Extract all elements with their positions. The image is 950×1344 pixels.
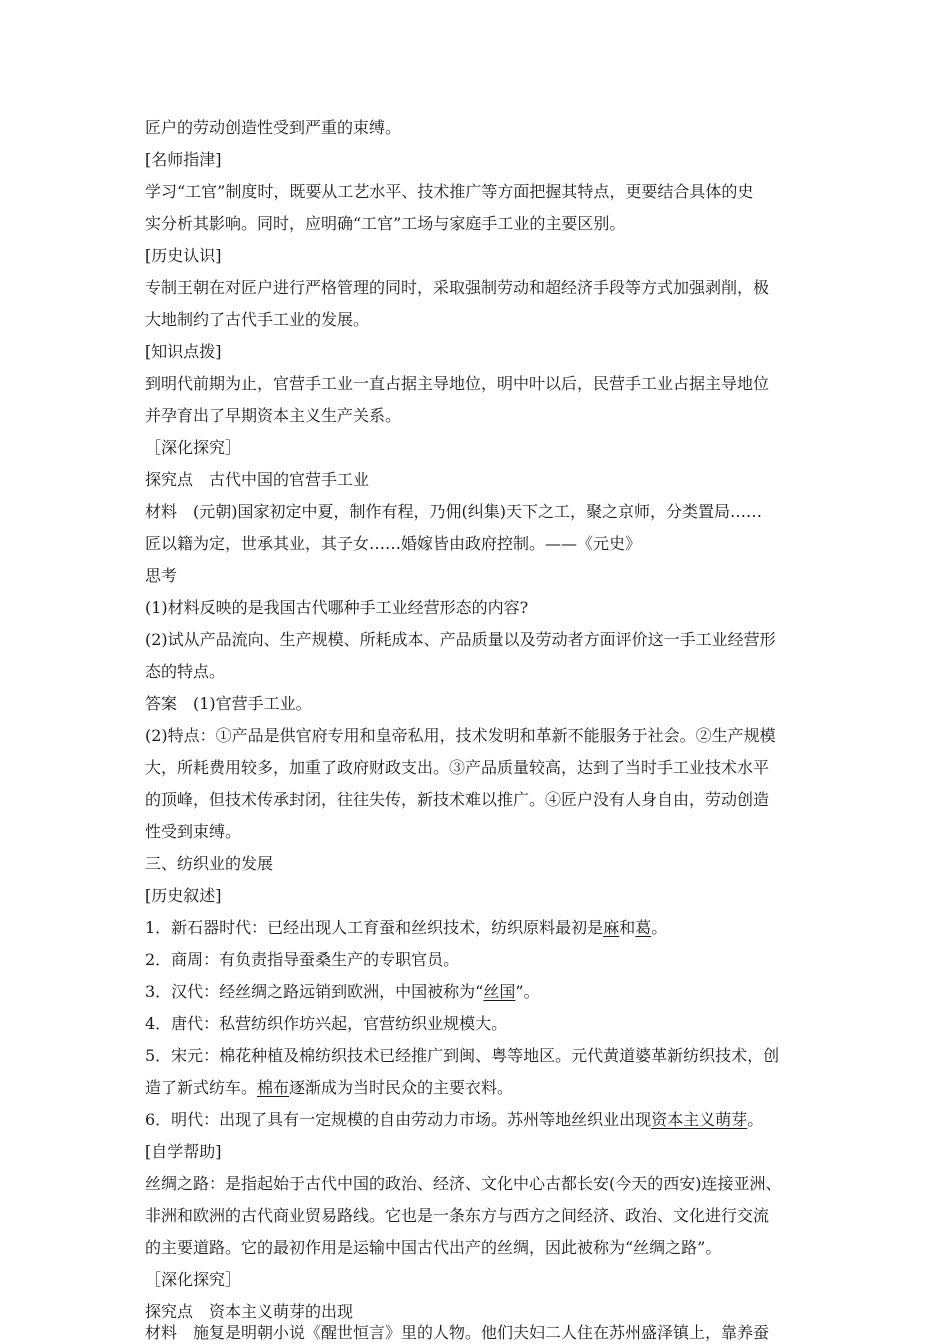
subheading: 探究点 古代中国的官营手工业 bbox=[145, 470, 370, 489]
text-line: 的主要道路。它的最初作用是运输中国古代出产的丝绸，因此被称为“丝绸之路”。 bbox=[145, 1238, 722, 1257]
list-item-text: 造了新式纺车。 bbox=[145, 1078, 258, 1097]
list-item bbox=[145, 917, 825, 939]
section-heading: ［深化探究］ bbox=[145, 438, 242, 457]
section-title: 三、纺织业的发展 bbox=[145, 854, 274, 873]
subheading: 探究点 资本主义萌芽的出现 bbox=[145, 1302, 354, 1321]
list-item-text: 1．新石器时代：已经出现人工育蚕和丝织技术，纺织原料最初是 bbox=[145, 918, 604, 937]
section-heading: [历史认识] bbox=[145, 246, 222, 265]
list-item-text: 和 bbox=[619, 918, 636, 937]
section-heading: [知识点拨] bbox=[145, 342, 222, 361]
text-line bbox=[145, 1077, 825, 1099]
text-line: 材料 施复是明朝小说《醒世恒言》里的人物。他们夫妇二人住在苏州盛泽镇上，靠养蚕 bbox=[145, 1323, 770, 1342]
question-line: (1)材料反映的是我国古代哪种手工业经营形态的内容? bbox=[145, 598, 529, 617]
list-item-text: 。 bbox=[747, 1110, 764, 1129]
section-heading: [名师指津] bbox=[145, 150, 222, 169]
underlined-term: 麻 bbox=[603, 918, 620, 937]
list-item-text: ”。 bbox=[515, 982, 540, 1001]
text-line: 丝绸之路：是指起始于古代中国的政治、经济、文化中心古都长安(今天的西安)连接亚洲、 bbox=[145, 1174, 782, 1193]
underlined-term: 棉布 bbox=[257, 1078, 290, 1097]
text-line: 专制王朝在对匠户进行严格管理的同时，采取强制劳动和超经济手段等方式加强剥削，极 bbox=[145, 278, 770, 297]
text-line: 态的特点。 bbox=[145, 662, 226, 681]
list-item-text: 逐渐成为当时民众的主要衣料。 bbox=[289, 1078, 514, 1097]
list-item-text: 6．明代：出现了具有一定规模的自由劳动力市场。苏州等地丝织业出现 bbox=[145, 1110, 652, 1129]
section-heading: ［深化探究］ bbox=[145, 1270, 242, 1289]
list-item: 2．商周：有负责指导蚕桑生产的专职官员。 bbox=[145, 950, 460, 969]
text-line: 材料 (元朝)国家初定中夏，制作有程，乃佣(纠集)天下之工，聚之京师，分类置局…… bbox=[145, 502, 762, 521]
question-line: (2)试从产品流向、生产规模、所耗成本、产品质量以及劳动者方面评价这一手工业经营形 bbox=[145, 630, 776, 649]
text-line: 大，所耗费用较多，加重了政府财政支出。③产品质量较高，达到了当时手工业技术水平 bbox=[145, 758, 770, 777]
text-line: 大地制约了古代手工业的发展。 bbox=[145, 310, 370, 329]
section-heading: [历史叙述] bbox=[145, 886, 222, 905]
underlined-term: 葛 bbox=[635, 918, 652, 937]
list-item: 4．唐代：私营纺织作坊兴起，官营纺织业规模大。 bbox=[145, 1014, 508, 1033]
text-line: 实分析其影响。同时，应明确“工官”工场与家庭手工业的主要区别。 bbox=[145, 214, 626, 233]
underlined-term: 资本主义萌芽 bbox=[651, 1110, 748, 1129]
text-line: 匠户的劳动创造性受到严重的束缚。 bbox=[145, 118, 402, 137]
answer-line: 答案 (1)官营手工业。 bbox=[145, 694, 312, 713]
text-line: 匠以籍为定，世承其业，其子女……婚嫁皆由政府控制。——《元史》 bbox=[145, 534, 642, 553]
underlined-term: 丝国 bbox=[483, 982, 516, 1001]
list-item bbox=[145, 1109, 825, 1131]
text-line: 性受到束缚。 bbox=[145, 822, 242, 841]
answer-line: (2)特点：①产品是供官府专用和皇帝私用，技术发明和革新不能服务于社会。②生产规模 bbox=[145, 726, 776, 745]
section-heading: [自学帮助] bbox=[145, 1142, 222, 1161]
text-line: 到明代前期为止，官营手工业一直占据主导地位，明中叶以后，民营手工业占据主导地位 bbox=[145, 374, 770, 393]
list-item-text: 。 bbox=[651, 918, 668, 937]
text-line: 非洲和欧洲的古代商业贸易路线。它也是一条东方与西方之间经济、政治、文化进行交流 bbox=[145, 1206, 770, 1225]
text-line: 并孕育出了早期资本主义生产关系。 bbox=[145, 406, 402, 425]
list-item: 5．宋元：棉花种植及棉纺织技术已经推广到闽、粤等地区。元代黄道婆革新纺织技术，创 bbox=[145, 1046, 780, 1065]
list-item bbox=[145, 981, 825, 1003]
list-item-text: 3．汉代：经丝绸之路远销到欧洲，中国被称为“ bbox=[145, 982, 484, 1001]
text-line: 的顶峰，但技术传承封闭，往往失传，新技术难以推广。④匠户没有人身自由，劳动创造 bbox=[145, 790, 770, 809]
subheading: 思考 bbox=[145, 566, 178, 585]
text-line: 学习“工官”制度时，既要从工艺水平、技术推广等方面把握其特点，更要结合具体的史 bbox=[145, 182, 754, 201]
